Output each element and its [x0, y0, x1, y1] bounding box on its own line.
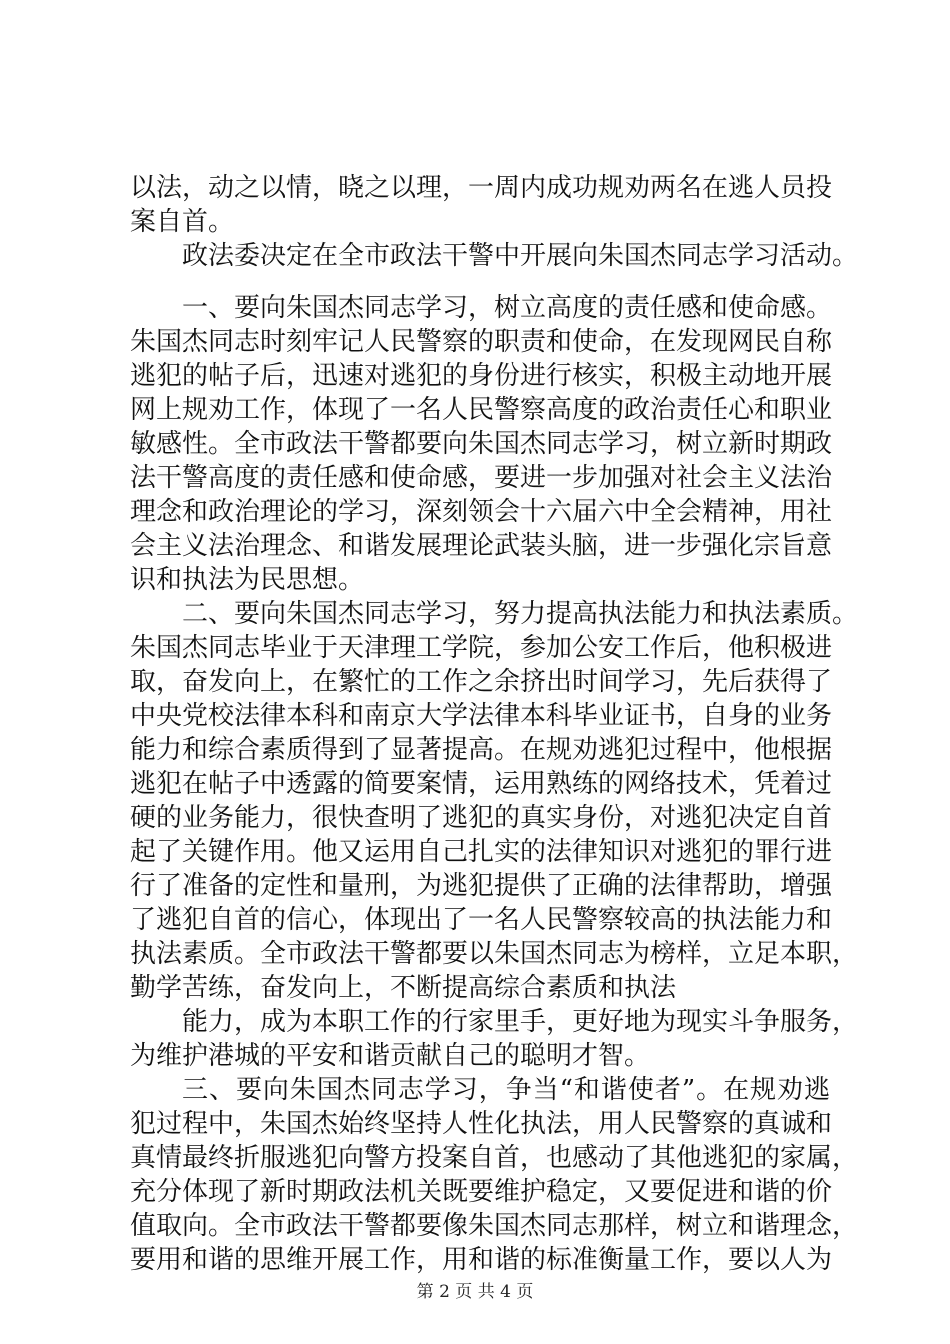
body-line: 行了准备的定性和量刑，为逃犯提供了正确的法律帮助，增强: [130, 871, 833, 901]
body-line: 真情最终折服逃犯向警方投案自首，也感动了其他逃犯的家属，: [130, 1143, 859, 1173]
body-line: 为维护港城的平安和谐贡献自己的聪明才智。: [130, 1041, 651, 1071]
body-line: 勤学苦练，奋发向上，不断提高综合素质和执法: [130, 973, 677, 1003]
body-line: 以法，动之以情，晓之以理，一周内成功规劝两名在逃人员投: [130, 173, 833, 203]
body-line: 敏感性。全市政法干警都要向朱国杰同志学习，树立新时期政: [130, 429, 833, 459]
body-line: 中央党校法律本科和南京大学法律本科毕业证书，自身的业务: [130, 701, 833, 731]
section-heading-line: 一、要向朱国杰同志学习，树立高度的责任感和使命感。: [182, 293, 833, 323]
body-line: 取，奋发向上，在繁忙的工作之余挤出时间学习，先后获得了: [130, 667, 833, 697]
body-line: 起了关键作用。他又运用自己扎实的法律知识对逃犯的罪行进: [130, 837, 833, 867]
body-line: 逃犯在帖子中透露的简要案情，运用熟练的网络技术，凭着过: [130, 769, 833, 799]
body-line: 充分体现了新时期政法机关既要维护稳定，又要促进和谐的价: [130, 1177, 833, 1207]
body-line: 逃犯的帖子后，迅速对逃犯的身份进行核实，积极主动地开展: [130, 361, 833, 391]
page-number-footer: 第 2 页 共 4 页: [416, 1282, 534, 1302]
body-line: 理念和政治理论的学习，深刻领会十六届六中全会精神，用社: [130, 497, 833, 527]
body-line: 能力和综合素质得到了显著提高。在规劝逃犯过程中，他根据: [130, 735, 833, 765]
body-line: 法干警高度的责任感和使命感，要进一步加强对社会主义法治: [130, 463, 833, 493]
section-heading-line: 三、要向朱国杰同志学习，争当“和谐使者”。在规劝逃: [182, 1075, 830, 1105]
body-line: 朱国杰同志时刻牢记人民警察的职责和使命，在发现网民自称: [130, 327, 833, 357]
body-line: 网上规劝工作，体现了一名人民警察高度的政治责任心和职业: [130, 395, 833, 425]
body-line: 会主义法治理念、和谐发展理论武装头脑，进一步强化宗旨意: [130, 531, 833, 561]
body-line: 识和执法为民思想。: [130, 565, 365, 595]
body-line: 了逃犯自首的信心，体现出了一名人民警察较高的执法能力和: [130, 905, 833, 935]
body-line: 案自首。: [130, 207, 235, 237]
body-line: 朱国杰同志毕业于天津理工学院，参加公安工作后，他积极进: [130, 633, 833, 663]
body-line: 要用和谐的思维开展工作，用和谐的标准衡量工作，要以人为: [130, 1245, 833, 1275]
body-line: 能力，成为本职工作的行家里手，更好地为现实斗争服务，: [182, 1007, 859, 1037]
body-line: 硬的业务能力，很快查明了逃犯的真实身份，对逃犯决定自首: [130, 803, 833, 833]
body-line: 执法素质。全市政法干警都要以朱国杰同志为榜样，立足本职，: [130, 939, 859, 969]
body-line: 犯过程中，朱国杰始终坚持人性化执法，用人民警察的真诚和: [130, 1109, 833, 1139]
body-line: 值取向。全市政法干警都要像朱国杰同志那样，树立和谐理念，: [130, 1211, 859, 1241]
section-heading-line: 二、要向朱国杰同志学习，努力提高执法能力和执法素质。: [182, 599, 859, 629]
body-line: 政法委决定在全市政法干警中开展向朱国杰同志学习活动。: [182, 241, 859, 271]
